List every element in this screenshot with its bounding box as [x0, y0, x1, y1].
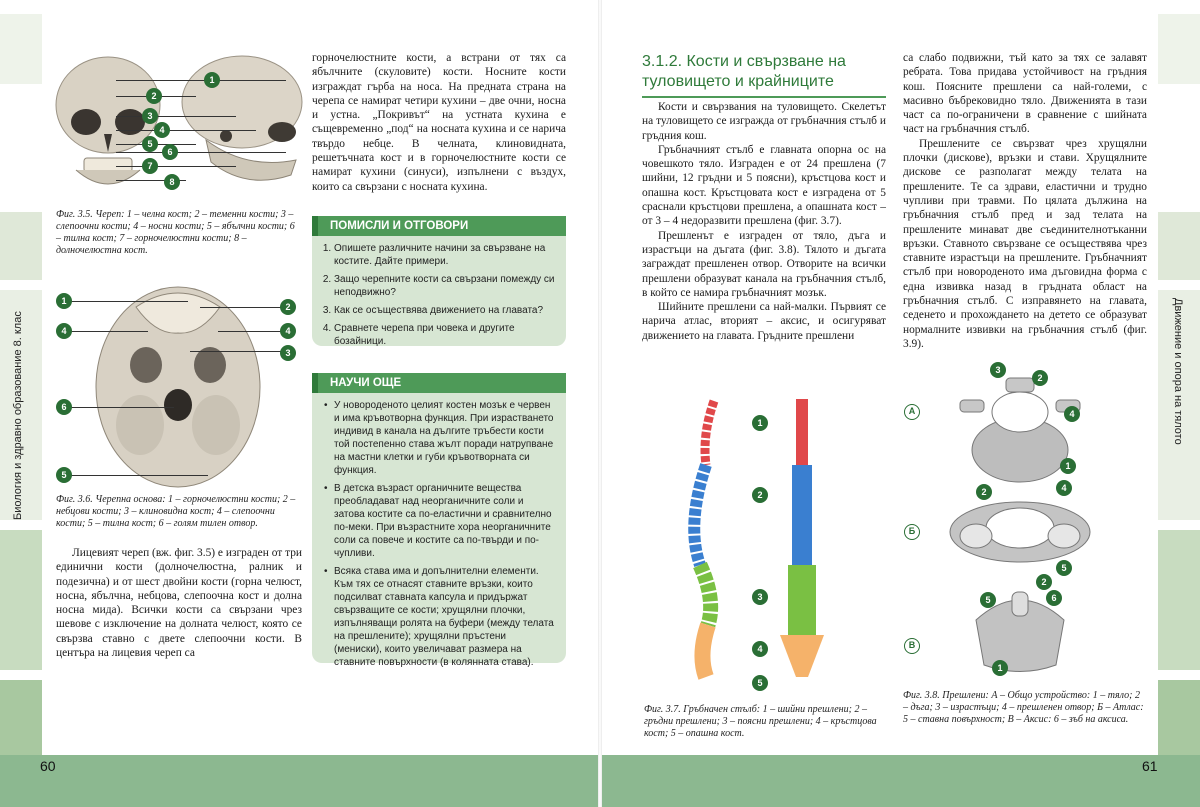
skull-base-illustration	[50, 285, 306, 490]
spine-marker-1: 1	[752, 415, 768, 431]
left-margin-tab	[0, 212, 42, 280]
learn-box-facts	[312, 393, 566, 680]
skull-marker-8: 8	[164, 174, 180, 190]
right-margin-tab	[1158, 530, 1200, 670]
question-item: 4. Сравнете черепа при човека и другите бозайници.	[334, 322, 556, 348]
spine-marker-4: 4	[752, 641, 768, 657]
skull-base-figure	[50, 285, 306, 490]
panel-c-marker: В	[904, 638, 920, 654]
axis-marker-5: 5	[980, 592, 996, 608]
footer-bar-right	[602, 755, 1200, 807]
section-title: 3.1.2. Кости и свързване на туловището и крайниците	[642, 53, 846, 90]
spine-marker-2: 2	[752, 487, 768, 503]
page-number-right: 61	[1142, 758, 1158, 774]
atlas-marker-2: 2	[976, 484, 992, 500]
vertebra-marker-1: 1	[1060, 458, 1076, 474]
vertebra-marker-3: 3	[990, 362, 1006, 378]
skull-figure	[46, 50, 306, 200]
think-box-title: ПОМИСЛИ И ОТГОВОРИ	[312, 216, 566, 236]
vertebrae-figure	[902, 360, 1142, 685]
fig-3-6-caption: Фиг. 3.6. Черепна основа: 1 – горночелюстни кости; 2 – небцови кости; 3 – клиновидна кост; 4 – слепоочни кости; 5 – тилна кост; 6 – голям тилен отвор.	[56, 494, 296, 529]
side-label-right: Движение и опора на тялото	[1172, 298, 1184, 445]
skull-cavities-paragraph: горночелюстните кости, а встрани от тях са ябълчните (скуловите) кости. Носните кости изграждат гърба на носа. На предната страна на черепа се намират четири кухини – две очни, носна и устна. „Покривът“ на устната кухина е същевременно „под“ на носната кухина и се нарича твърдо небце. В челната, клиновидната, решетъчната кост и в горночелюстните кости се намират кухини (синуси), изпълнени с въздух, които са свързани с носната кухина.	[312, 52, 566, 193]
right-margin-tab	[1158, 680, 1200, 755]
atlas-vertebra	[950, 502, 1090, 562]
left-column-2-text	[312, 51, 566, 194]
left-margin-tab	[0, 530, 42, 670]
right-column-2-text	[903, 51, 1147, 351]
think-box-questions	[312, 236, 566, 359]
atlas-marker-4: 4	[1056, 480, 1072, 496]
thoracic-lumbar-paragraph: са слабо подвижни, тъй като за тях се залавят ребрата. Това придава устойчивост на гръдния кош. Поясните прешлени са най-големи, с масивно бъбрековидно тяло. Движенията в тази част са по-ограничени в сравнение с шийната част на гръбначния стълб.	[903, 52, 1147, 136]
trunk-bones-paragraph: Кости и свързвания на туловището. Скелетът на туловището се изгражда от гръбначния стълб и гръдния кош.	[642, 101, 886, 142]
left-margin-tab	[0, 680, 42, 755]
question-item: 1. Опишете различните начини за свързване на костите. Дайте примери.	[334, 242, 556, 268]
question-item: 2. Защо черепните кости са свързани помежду си неподвижно?	[334, 273, 556, 299]
skull-marker-1: 1	[204, 72, 220, 88]
fig-3-8-caption: Фиг. 3.8. Прешлени: А – Общо устройство: 1 – тяло; 2 – дъга; 3 – израстъци; 4 – прешленен отвор; Б – Атлас: 5 – ставна повърхност; В – Аксис: 6 – зъб на аксиса.	[903, 690, 1144, 725]
spine-illustration	[672, 395, 882, 695]
fig-3-5-caption: Фиг. 3.5. Череп: 1 – челна кост; 2 – теменни кости; 3 – слепоочни кости; 4 – носни кости; 5 – ябълчни кости; 6 – тилна кост; 7 – горночелюстни кости; 8 – долночелюстна кост.	[56, 209, 295, 256]
skull-base-marker-1: 1	[56, 293, 72, 309]
axis-marker-1: 1	[992, 660, 1008, 676]
learn-more-box	[312, 373, 566, 668]
spine-side-view	[694, 401, 714, 677]
skull-marker-4: 4	[154, 122, 170, 138]
skull-base-marker-3: 3	[280, 345, 296, 361]
fact-item: • Всяка става има и допълнителни елементи. Към тях се отнасят ставните връзки, които подсилват ставната капсула и придържат свързващите се кости; хрущялни плочки, изпълняващи ролята на буфери (между телата на прешлените); хрущялни пръстени (мениски), които увеличават размера на ставните повърхности (в колянната става).	[334, 565, 556, 669]
footer-bar-left	[0, 755, 598, 807]
spine-marker-5: 5	[752, 675, 768, 691]
skull-marker-3: 3	[142, 108, 158, 124]
axis-marker-6: 6	[1046, 590, 1062, 606]
skull-marker-2: 2	[146, 88, 162, 104]
learn-box-title: НАУЧИ ОЩЕ	[312, 373, 566, 393]
spread-gutter	[598, 0, 602, 807]
think-and-answer-box	[312, 216, 566, 346]
left-margin-tab	[0, 14, 42, 84]
skull-base-marker-5: 5	[56, 467, 72, 483]
skull-marker-7: 7	[142, 158, 158, 174]
skull-base-marker-4b: 4	[280, 323, 296, 339]
skull-marker-5: 5	[142, 136, 158, 152]
spine-paragraph: Гръбначният стълб е главната опорна ос на човешкото тяло. Изграден е от 24 прешлена (7 шийни, 12 гръдни и 5 поясни), кръстцова кост и опашна кост. Кръстцовата кост е изградена от 5 сраснали кръстцови прешлена, а опашната кост – от 3 – 4 недоразвити прешлена (фиг. 3.7).	[642, 143, 886, 228]
spine-front-view	[780, 399, 824, 677]
fact-item: • В детска възраст органичните вещества преобладават над неорганичните соли и затова костите са по-еластични и сравнително по-меки. При възрастните хора неорганичните соли са повече и костите са по-твърди и по-чупливи.	[334, 482, 556, 560]
right-margin-tab	[1158, 14, 1200, 84]
side-label-left: Биология и здравно образование 8. клас	[12, 311, 24, 520]
skull-base-marker-6: 6	[56, 399, 72, 415]
panel-a-marker: А	[904, 404, 920, 420]
title-rule	[642, 96, 886, 98]
vertebra-paragraph: Прешленът е изграден от тяло, дъга и израстъци на дъгата (фиг. 3.8). Тялото и дъгата заграждат прешленен отвор. Отворите на всички прешлени образуват канала на гръбначния стълб, в който се намира гръбначният мозък.	[642, 229, 886, 299]
question-item: 3. Как се осъществява движението на главата?	[334, 304, 556, 317]
atlas-marker-2b: 2	[1036, 574, 1052, 590]
panel-b-marker: Б	[904, 524, 920, 540]
right-column-1-text	[642, 100, 886, 343]
page-number-left: 60	[40, 758, 56, 774]
atlas-marker-5: 5	[1056, 560, 1072, 576]
spine-figure	[672, 395, 882, 695]
facial-skull-text	[56, 546, 302, 660]
right-margin-tab	[1158, 212, 1200, 280]
vertebra-marker-4: 4	[1064, 406, 1080, 422]
skull-base-marker-2: 2	[280, 299, 296, 315]
cervical-paragraph: Шийните прешлени са най-малки. Първият се нарича атлас, вторият – аксис, и осигуряват движението на главата. Гръдните прешлени	[642, 301, 886, 342]
facial-skull-paragraph: Лицевият череп (вж. фиг. 3.5) е изграден от три единични кости (долночелюстна, ралник и подезична) и от шест двойни кости (горна челюст, носна, ябълчна, небцова, слепоочна кост и долна носна мида). Всички кости са свързани чрез шевове с изключение на долната челюст, която се свързва ставно с двете слепоочни кости. В центъра на лицевия череп са	[56, 547, 302, 660]
skull-marker-6: 6	[162, 144, 178, 160]
vertebrae-illustration	[902, 360, 1142, 685]
vertebra-marker-2: 2	[1032, 370, 1048, 386]
vertebra-connections-paragraph: Прешлените се свързват чрез хрущялни плочки (дискове), връзки и стави. Хрущялните дискове се разполагат между телата на прешлените. Те са здрави, еластични и трудно чупливи при травми. По цялата дължина на гръбначния стълб пред и зад телата на прешлените минават две съединителнотъканни връзки. Ставното свързване се осъществява чрез ставните израстъци на прешлените. Гръбначният стълб при новороденото има дъговидна форма с една извивка назад в гръдната област на гръбначния стълб. С изправянето на главата, седенето и прохождането на детето се образуват нормалните извивки на гръбначния стълб (фиг. 3.9).	[903, 137, 1147, 350]
spine-marker-3: 3	[752, 589, 768, 605]
fig-3-7-caption: Фиг. 3.7. Гръбначен стълб: 1 – шийни прешлени; 2 – гръдни прешлени; 3 – поясни прешлени; 4 – кръстцова кост; 5 – опашна кост.	[644, 704, 877, 739]
skull-base-marker-4a: 4	[56, 323, 72, 339]
fact-item: • У новороденото целият костен мозък е червен и има кръвотворна функция. При израстването индивид в канала на дългите тръбести кости той постепенно става жълт поради натрупване на мастни клетки и губи кръвотворната си функция.	[334, 399, 556, 477]
